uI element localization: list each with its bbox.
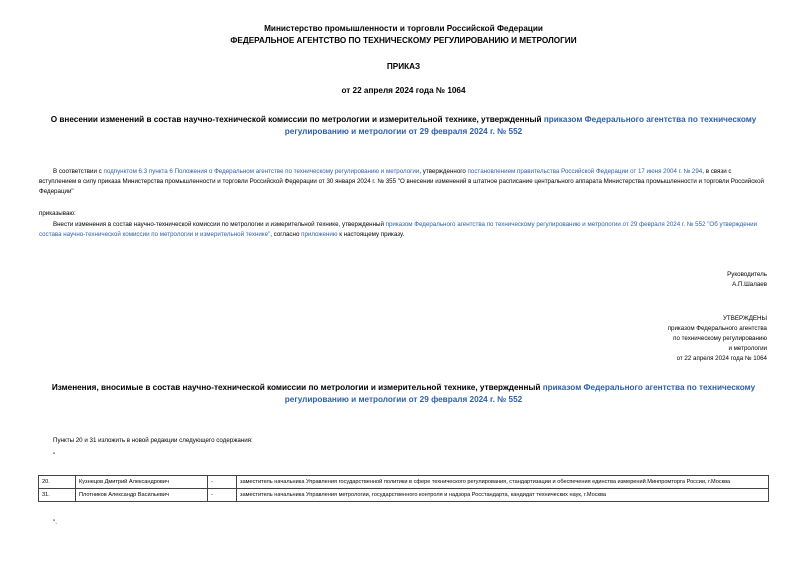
approval-line-5: от 22 апреля 2024 года № 1064 <box>676 355 767 362</box>
dash-cell: - <box>208 476 237 489</box>
approval-line-3: по техническому регулированию <box>673 335 767 342</box>
title-text: О внесении изменений в состав научно-технической комиссии по метрологии и измерительной технике, утвержденный <box>50 115 544 124</box>
ministry-name: Министерство промышленности и торговли Российской Федерации <box>264 24 543 33</box>
row-number: 31. <box>39 489 76 502</box>
member-position: заместитель начальника Управления государственной политики в сфере технического регулирования, стандартизации и обеспечения единства измерений Минпромторга России, г.Москва <box>237 476 769 489</box>
preamble-text-b: , утвержденного <box>419 168 468 175</box>
preamble-text-a: В соответствии с <box>53 168 104 175</box>
preamble-paragraph <box>39 167 769 197</box>
changes-title-link[interactable]: приказом Федерального агентства по техническому регулированию и метрологии от 29 февраля 2024 г. № 552 <box>284 383 756 404</box>
table-row <box>39 489 769 502</box>
members-table <box>38 475 769 502</box>
appendix-link[interactable]: приложению <box>301 231 338 238</box>
regulation-link[interactable]: подпунктом 6.3 пункта 6 Положения о Федеральном агентстве по техническому регулированию и метрологии <box>103 168 420 175</box>
order-text-a: Внести изменения в состав научно-технической комиссии по метрологии и измерительной технике, утвержденный <box>53 221 386 228</box>
member-position: заместитель начальника Управления метрологии, государственного контроля и надзора Росстандарта, кандидат технических наук, г.Москва <box>237 489 769 502</box>
order-552-link[interactable]: приказом Федерального агентства по техническому регулированию и метрологии от 29 февраля 2024 г. № 552 "Об утверждении состава научно-технической комиссии по метрологии и измерительной технике" <box>39 221 758 238</box>
quote-close: ". <box>53 519 57 526</box>
preamble-text-c: , в связи с вступлением в силу приказа Министерства промышленности и торговли Российской Федерации от 30 января 2024 г. № 355 "О внесении изменений в штатное расписание центрального аппарата Министерства промышленности и торговли Российской Федерации" <box>39 168 764 195</box>
member-name: Кузнецов Дмитрий Александрович <box>76 476 208 489</box>
signature-name: А.П.Шалаев <box>732 281 767 288</box>
approval-line-4: и метрологии <box>728 345 767 352</box>
order-word: приказываю: <box>39 210 76 217</box>
amend-intro: Пункты 20 и 31 изложить в новой редакции следующего содержания: <box>53 437 253 444</box>
changes-title <box>50 382 757 406</box>
dash-cell: - <box>208 489 237 502</box>
row-number: 20. <box>39 476 76 489</box>
approval-line-2: приказом Федерального агентства <box>667 325 767 332</box>
document-title <box>50 114 757 138</box>
order-text-c: к настоящему приказу. <box>337 231 405 238</box>
order-paragraph <box>39 220 769 240</box>
order-text-b: , согласно <box>270 231 302 238</box>
signature-role: Руководитель <box>727 271 767 278</box>
title-link[interactable]: приказом Федерального агентства по техническому регулированию и метрологии от 29 февраля 2024 г. № 552 <box>284 115 757 136</box>
document-type: ПРИКАЗ <box>386 62 421 71</box>
approval-line-1: УТВЕРЖДЕНЫ <box>723 315 767 322</box>
agency-name: ФЕДЕРАЛЬНОЕ АГЕНТСТВО ПО ТЕХНИЧЕСКОМУ РЕГУЛИРОВАНИЮ И МЕТРОЛОГИИ <box>230 36 577 45</box>
signature-block <box>727 270 767 290</box>
approval-block <box>668 314 767 364</box>
changes-title-text: Изменения, вносимые в состав научно-технической комиссии по метрологии и измерительной технике, утвержденный <box>51 383 543 392</box>
member-name: Плотников Александр Васильевич <box>76 489 208 502</box>
government-decree-link[interactable]: постановлением правительства Российской Федерации от 17 июня 2004 г. № 294 <box>467 168 703 175</box>
quote-open: " <box>53 452 56 459</box>
document-date: от 22 апреля 2024 года № 1064 <box>341 86 466 95</box>
table-row <box>39 476 769 489</box>
